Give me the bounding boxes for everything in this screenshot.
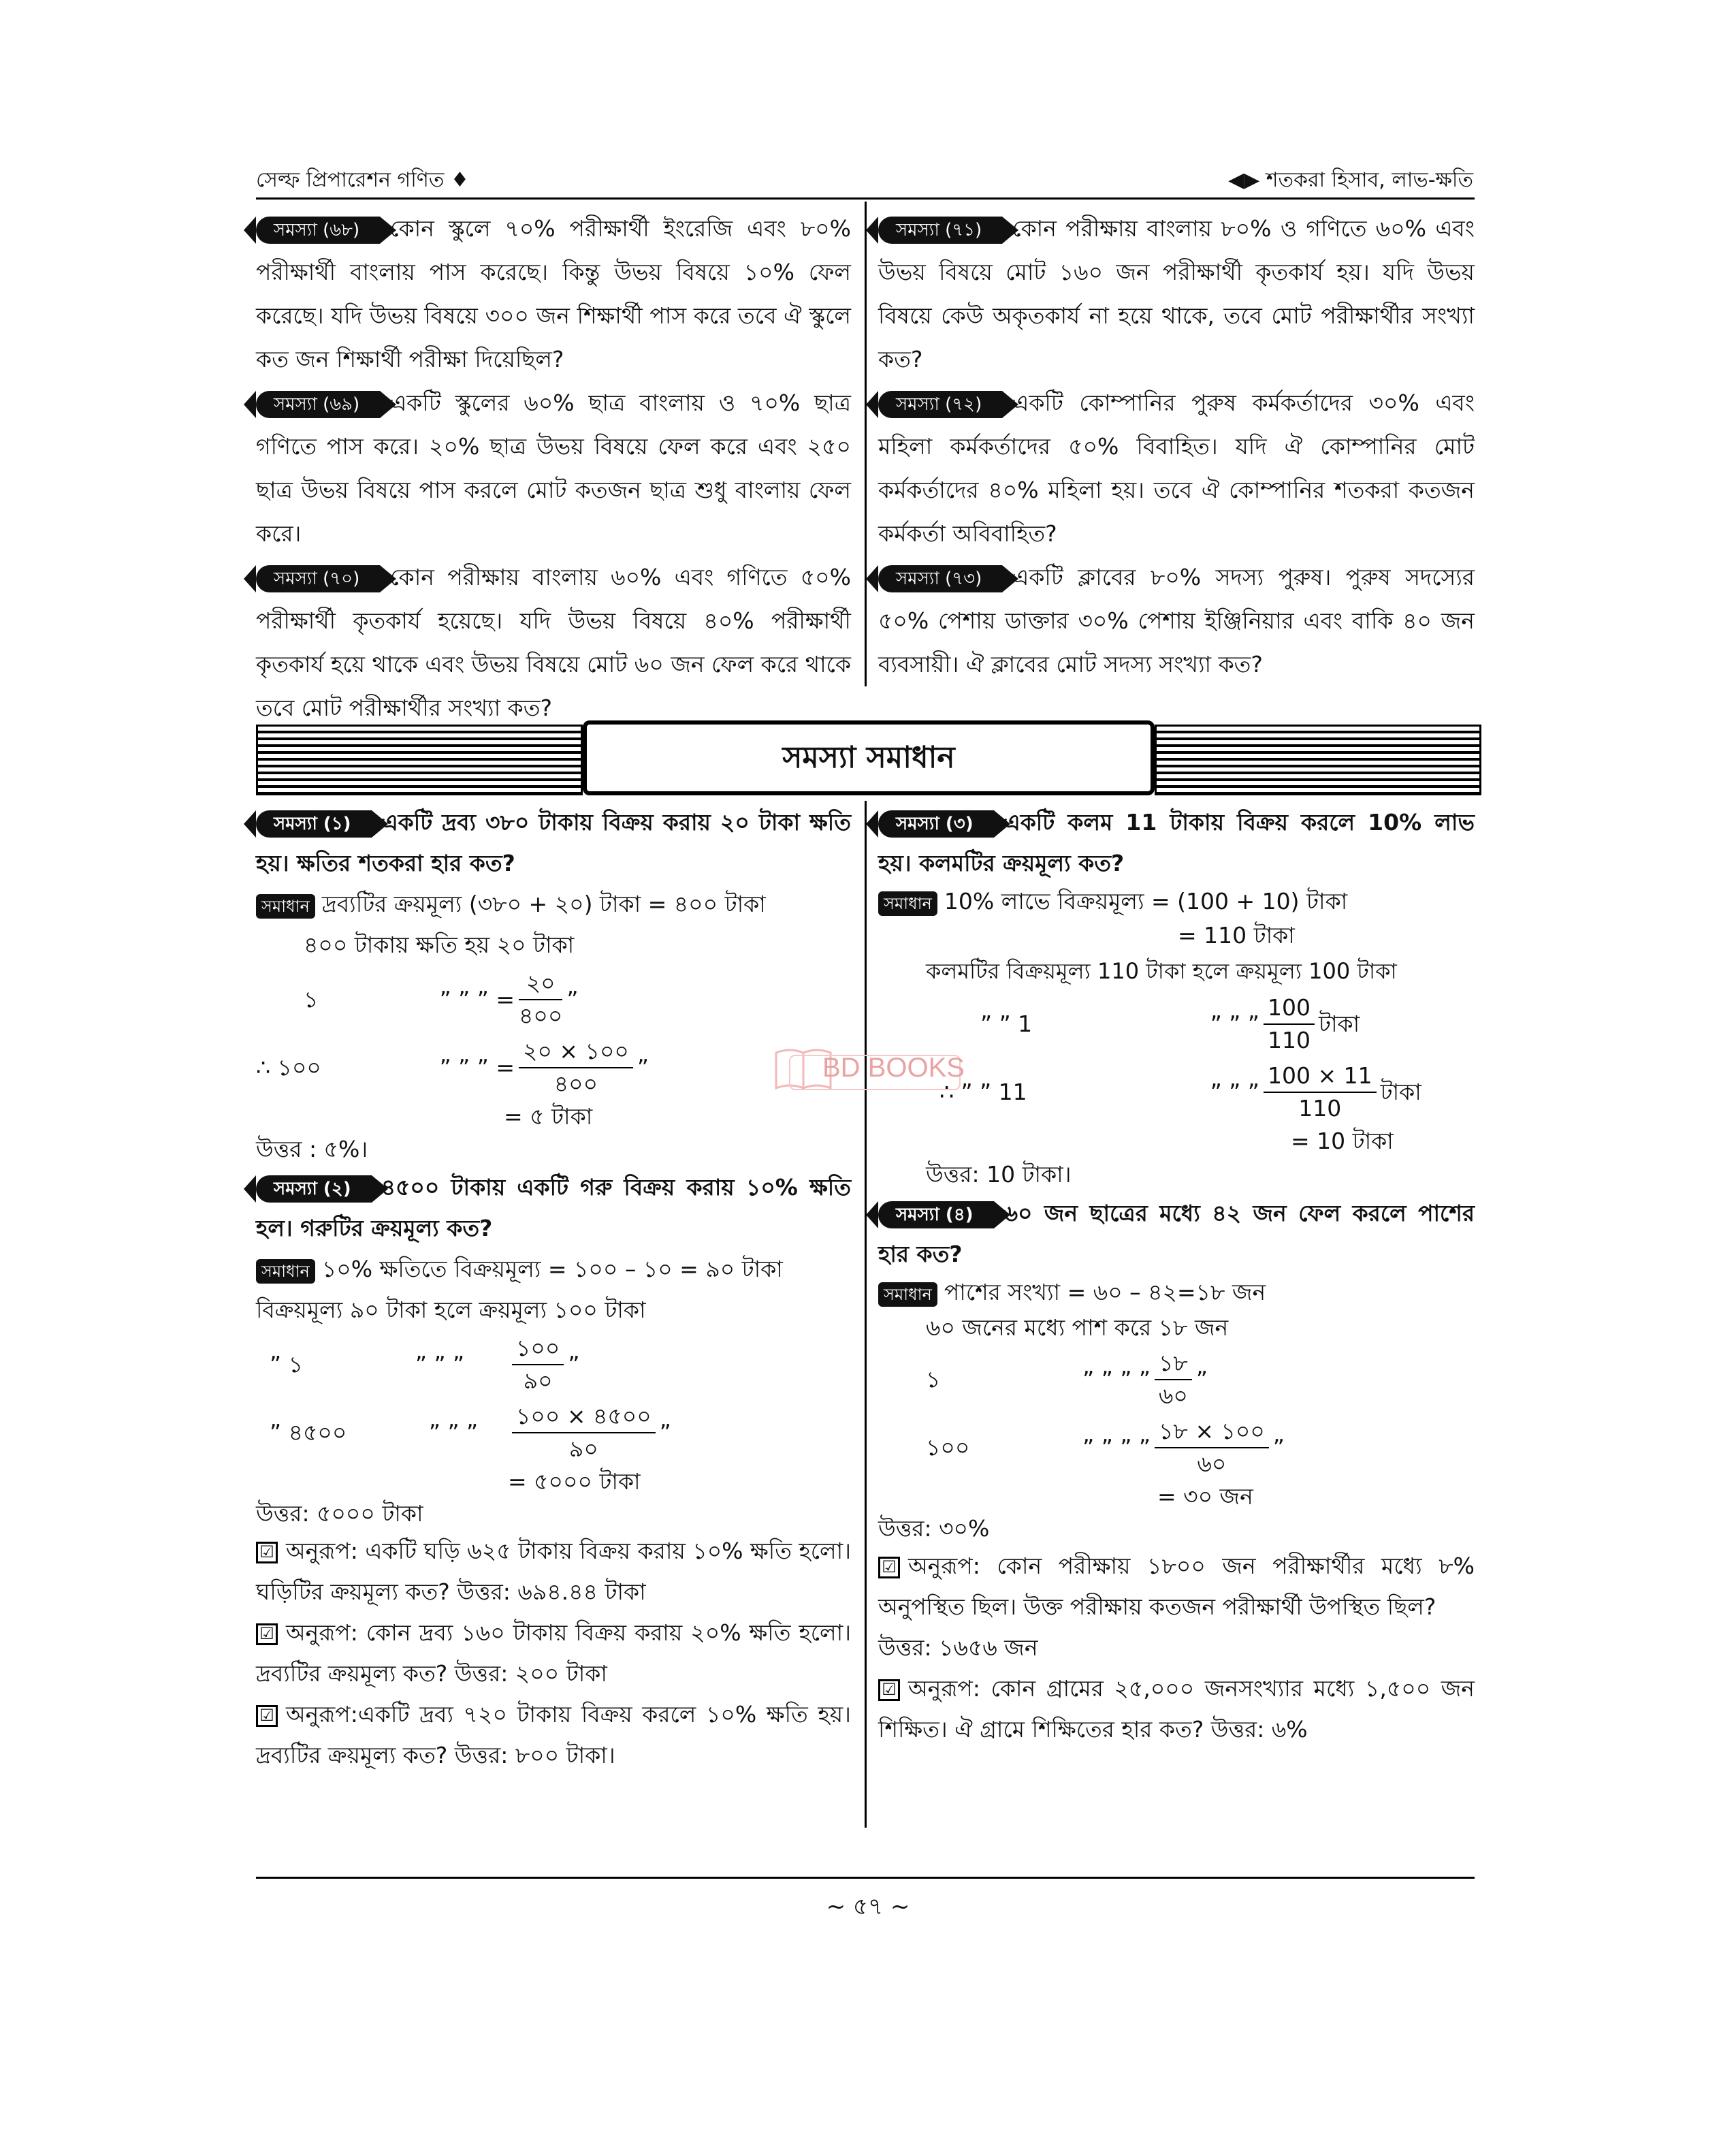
ratio-row — [256, 1331, 851, 1399]
ratio-row — [256, 1399, 851, 1467]
banner-stripes-left — [256, 725, 583, 795]
problem-70 — [256, 556, 851, 730]
solution-line: কলমটির বিক্রয়মূল্য 110 টাকা হলে ক্রয়মূল্য 100 টাকা — [926, 958, 1397, 984]
footer-divider — [256, 1877, 1475, 1879]
ratio-tail: ” — [566, 986, 579, 1013]
numerator: ২০ — [519, 968, 562, 1000]
fraction — [1155, 1416, 1269, 1480]
numerator: ১৮ × ১০০ — [1155, 1416, 1269, 1448]
fraction — [1155, 1348, 1192, 1412]
ratio-lead: ১ — [304, 986, 319, 1013]
ratio-marks: ” ” ” = — [439, 1054, 515, 1081]
section-banner — [256, 725, 1481, 795]
problem-tag: সমস্যা (৩) — [878, 810, 994, 838]
solution-badge: সমাধান — [256, 894, 315, 919]
numerator: 100 × 11 — [1264, 1060, 1377, 1093]
ratio-marks: ” ” ” — [1210, 1079, 1259, 1105]
denominator: ৪০০ — [519, 1002, 563, 1029]
similar-text: অনুরূপ: একটি ঘড়ি ৬২৫ টাকায় বিক্রয় করায় ১০% ক্ষতি হলো। ঘড়িটির ক্রয়মূল্য কত? উত্তর: ৬৯৪.৪৪ টাকা — [256, 1538, 852, 1605]
problem-text: একটি ক্লাবের ৮০% সদস্য পুরুষ। পুরুষ সদস্যের ৫০% পেশায় ডাক্তার ৩০% পেশায় ইঞ্জিনিয়ার এবং বাকি ৪০ জন ব্যবসায়ী। ঐ ক্লাবের মোট সদস্য সংখ্যা কত? — [878, 564, 1475, 678]
similar-problem — [256, 1694, 851, 1776]
problem-tag: সমস্যা (৭০) — [256, 565, 380, 592]
checkbox-icon: ☑ — [256, 1542, 278, 1563]
solutions-right-column — [878, 802, 1475, 1750]
bd-books-watermark — [769, 1040, 974, 1102]
solution-badge: সমাধান — [878, 1282, 937, 1307]
fraction — [519, 968, 562, 1032]
denominator: ৬০ — [1158, 1382, 1188, 1409]
solution-line: বিক্রয়মূল্য ৯০ টাকা হলে ক্রয়মূল্য ১০০ টাকা — [256, 1297, 646, 1323]
ratio-tail: ” — [637, 1054, 649, 1081]
problem-3 — [878, 802, 1475, 884]
problem-text: কোন স্কুলে ৭০% পরীক্ষার্থী ইংরেজি এবং ৮০% পরীক্ষার্থী বাংলায় পাস করেছে। কিন্তু উভয় বিষয়ে ১০% ফেল করেছে। যদি উভয় বিষয়ে ৩০০ জন শিক্ষার্থী পাস করে তবে ঐ স্কুলে কত জন শিক্ষার্থী পরীক্ষা দিয়েছিল? — [256, 215, 851, 372]
banner-stripes-right — [1155, 725, 1481, 795]
problem-68 — [256, 207, 851, 381]
column-divider-bottom — [865, 801, 867, 1828]
checkbox-icon: ☑ — [256, 1705, 278, 1727]
ratio-lead: ” ১ — [270, 1351, 303, 1378]
problem-tag: সমস্যা (২) — [256, 1175, 372, 1203]
problem-question: একটি দ্রব্য ৩৮০ টাকায় বিক্রয় করায় ২০ টাকা ক্ষতি হয়। ক্ষতির শতকরা হার কত? — [256, 809, 851, 876]
problems-right-column — [878, 207, 1475, 686]
ratio-row — [878, 1414, 1475, 1482]
solution-line: ৬০ জনের মধ্যে পাশ করে ১৮ জন — [926, 1314, 1229, 1341]
ratio-lead: ১০০ — [926, 1434, 970, 1461]
denominator: 110 — [1268, 1027, 1311, 1053]
ratio-tail: ” — [568, 1351, 580, 1378]
numerator: 100 — [1264, 992, 1315, 1025]
checkbox-icon: ☑ — [878, 1557, 900, 1578]
problem-question: ৪৫০০ টাকায় একটি গরু বিক্রয় করায় ১০% ক্ষতি হল। গরুটির ক্রয়মূল্য কত? — [256, 1174, 851, 1241]
header-divider — [256, 197, 1475, 200]
page-number: ~ ৫৭ ~ — [826, 1893, 910, 1920]
solution-line — [878, 884, 1475, 919]
ratio-lead: ∴ ১০০ — [256, 1054, 321, 1081]
ratio-marks: ” ” ” — [415, 1351, 465, 1378]
problem-tag: সমস্যা (৬৯) — [256, 391, 380, 418]
problem-tag: সমস্যা (৪) — [878, 1201, 994, 1228]
solution-text: ১০% ক্ষতিতে বিক্রয়মূল্য = ১০০ – ১০ = ৯০ টাকা — [321, 1256, 783, 1282]
ratio-tail: টাকা — [1380, 1079, 1421, 1105]
similar-text: অনুরূপ: কোন পরীক্ষায় ১৮০০ জন পরীক্ষার্থীর মধ্যে ৮% অনুপস্থিত ছিল। উক্ত পরীক্ষায় কতজন পরীক্ষার্থী উপস্থিত ছিল? — [878, 1553, 1475, 1620]
denominator: ৯০ — [568, 1435, 598, 1462]
problem-question: একটি কলম 11 টাকায় বিক্রয় করলে 10% লাভ হয়। কলমটির ক্রয়মূল্য কত? — [878, 809, 1475, 876]
similar-answer: উত্তর: ১৬৫৬ জন — [878, 1634, 1038, 1661]
denominator: ৯০ — [523, 1367, 553, 1394]
watermark-text: BD BOOKS — [822, 1053, 965, 1083]
result-line: = ৫০০০ টাকা — [508, 1468, 641, 1495]
ratio-lead: ১ — [926, 1366, 941, 1393]
solution-line: = 110 টাকা — [1178, 922, 1295, 949]
problem-text: একটি কোম্পানির পুরুষ কর্মকর্তাদের ৩০% এবং মহিলা কর্মকর্তাদের ৫০% বিবাহিত। যদি ঐ কোম্পানির মোট কর্মকর্তাদের ৪০% মহিলা হয়। তবে ঐ কোম্পানির শতকরা কতজন কর্মকর্তা অবিবাহিত? — [878, 390, 1475, 547]
ratio-marks: ” ” ” ” — [1082, 1366, 1151, 1393]
answer-line: উত্তর : ৫%। — [256, 1136, 368, 1162]
problem-tag: সমস্যা (১) — [256, 810, 372, 838]
ratio-marks: ” ” ” — [1210, 1011, 1259, 1037]
problem-71 — [878, 207, 1475, 381]
ratio-tail: ” — [659, 1419, 671, 1446]
column-divider-top — [865, 202, 867, 686]
running-header-left: সেল্ফ প্রিপারেশন গণিত ♦ — [256, 168, 469, 192]
ratio-marks: ” ” ” — [428, 1419, 479, 1446]
problem-text: কোন পরীক্ষায় বাংলায় ৬০% এবং গণিতে ৫০% পরীক্ষার্থী কৃতকার্য হয়েছে। যদি উভয় বিষয়ে ৪০% পরীক্ষার্থী কৃতকার্য হয়ে থাকে এবং উভয় বিষয়ে মোট ৬০ জন ফেল করে থাকে তবে মোট পরীক্ষার্থীর সংখ্যা কত? — [256, 564, 851, 721]
problem-tag: সমস্যা (৭২) — [878, 391, 1002, 418]
result-line: = ৩০ জন — [1157, 1483, 1253, 1510]
fraction — [512, 1333, 564, 1397]
similar-text: অনুরূপ: কোন গ্রামের ২৫,০০০ জনসংখ্যার মধ্যে ১,৫০০ জন শিক্ষিত। ঐ গ্রামে শিক্ষিতের হার কত? উত্তর: ৬% — [878, 1675, 1475, 1743]
running-header-right: ◀▶ শতকরা হিসাব, লাভ-ক্ষতি — [1228, 168, 1473, 192]
solution-text: দ্রব্যটির ক্রয়মূল্য (৩৮০ + ২০) টাকা = ৪০০ টাকা — [321, 891, 766, 917]
solution-badge: সমাধান — [878, 891, 937, 916]
result-line: = 10 টাকা — [1291, 1128, 1394, 1154]
answer-line: উত্তর: ৩০% — [878, 1515, 990, 1542]
similar-problem — [256, 1531, 851, 1612]
numerator: ১০০ × ৪৫০০ — [512, 1401, 656, 1433]
solution-line — [878, 1275, 1475, 1310]
problem-69 — [256, 381, 851, 556]
ratio-tail: ” — [1195, 1366, 1208, 1393]
solutions-left-column — [256, 802, 851, 1776]
problem-tag: সমস্যা (৭৩) — [878, 565, 1002, 592]
result-line: = ৫ টাকা — [504, 1103, 593, 1130]
similar-problem — [878, 1668, 1475, 1750]
ratio-tail: টাকা — [1319, 1011, 1360, 1037]
denominator: 110 — [1298, 1095, 1342, 1122]
problem-1 — [256, 802, 851, 884]
banner-title: সমস্যা সমাধান — [583, 720, 1155, 795]
problem-question: ৬০ জন ছাত্রের মধ্যে ৪২ জন ফেল করলে পাশের হার কত? — [878, 1200, 1475, 1267]
problem-tag: সমস্যা (৭১) — [878, 217, 1002, 244]
fraction — [512, 1401, 656, 1465]
problem-text: একটি স্কুলের ৬০% ছাত্র বাংলায় ও ৭০% ছাত্র গণিতে পাস করে। ২০% ছাত্র উভয় বিষয়ে ফেল করে এবং ২৫০ ছাত্র উভয় বিষয়ে পাস করলে মোট কতজন ছাত্র শুধু বাংলায় ফেল করে। — [256, 390, 851, 547]
problem-72 — [878, 381, 1475, 556]
similar-problem — [878, 1546, 1475, 1627]
answer-line: উত্তর: ৫০০০ টাকা — [256, 1500, 423, 1527]
fraction — [1264, 992, 1315, 1056]
similar-problem — [256, 1612, 851, 1694]
ratio-tail: ” — [1272, 1434, 1285, 1461]
solution-line — [256, 1249, 851, 1290]
solution-line: ৪০০ টাকায় ক্ষতি হয় ২০ টাকা — [304, 932, 575, 958]
denominator: ৬০ — [1197, 1450, 1227, 1477]
solution-text: পাশের সংখ্যা = ৬০ – ৪২=১৮ জন — [944, 1279, 1266, 1305]
problems-left-column — [256, 207, 851, 730]
ratio-marks: ” ” ” = — [439, 986, 515, 1013]
ratio-lead: ∴ ” ” 11 — [939, 1079, 1027, 1105]
similar-text: অনুরূপ: কোন দ্রব্য ১৬০ টাকায় বিক্রয় করায় ২০% ক্ষতি হলো। দ্রব্যটির ক্রয়মূল্য কত? উত্তর: ২০০ টাকা — [256, 1619, 851, 1687]
solution-text: 10% লাভে বিক্রয়মূল্য = (100 + 10) টাকা — [944, 888, 1348, 915]
answer-line: উত্তর: 10 টাকা। — [926, 1161, 1072, 1188]
numerator: ১০০ — [512, 1333, 564, 1365]
numerator: ২০ × ১০০ — [519, 1036, 633, 1068]
ratio-row — [878, 1346, 1475, 1414]
ratio-row — [256, 966, 851, 1034]
ratio-row — [256, 1034, 851, 1102]
problem-text: কোন পরীক্ষায় বাংলায় ৮০% ও গণিতে ৬০% এবং উভয় বিষয়ে মোট ১৬০ জন পরীক্ষার্থী কৃতকার্য হয়। যদি উভয় বিষয়ে কেউ অকৃতকার্য না হয়ে থাকে, তবে মোট পরীক্ষার্থীর সংখ্যা কত? — [878, 215, 1475, 372]
checkbox-icon: ☑ — [256, 1623, 278, 1645]
problem-73 — [878, 556, 1475, 686]
similar-text: অনুরূপ:একটি দ্রব্য ৭২০ টাকায় বিক্রয় করলে ১০% ক্ষতি হয়। দ্রব্যটির ক্রয়মূল্য কত? উত্তর: ৮০০ টাকা। — [256, 1701, 851, 1768]
ratio-marks: ” ” ” ” — [1082, 1434, 1151, 1461]
fraction — [1264, 1060, 1377, 1124]
problem-4 — [878, 1193, 1475, 1275]
numerator: ১৮ — [1155, 1348, 1192, 1380]
ratio-lead: ” ৪৫০০ — [270, 1419, 347, 1446]
checkbox-icon: ☑ — [878, 1679, 900, 1701]
denominator: ৪০০ — [553, 1070, 598, 1097]
problem-2 — [256, 1167, 851, 1249]
ratio-lead: ” ” 1 — [980, 1011, 1033, 1037]
solution-badge: সমাধান — [256, 1259, 315, 1284]
solution-line — [256, 884, 851, 925]
fraction — [519, 1036, 633, 1100]
problem-tag: সমস্যা (৬৮) — [256, 217, 380, 244]
